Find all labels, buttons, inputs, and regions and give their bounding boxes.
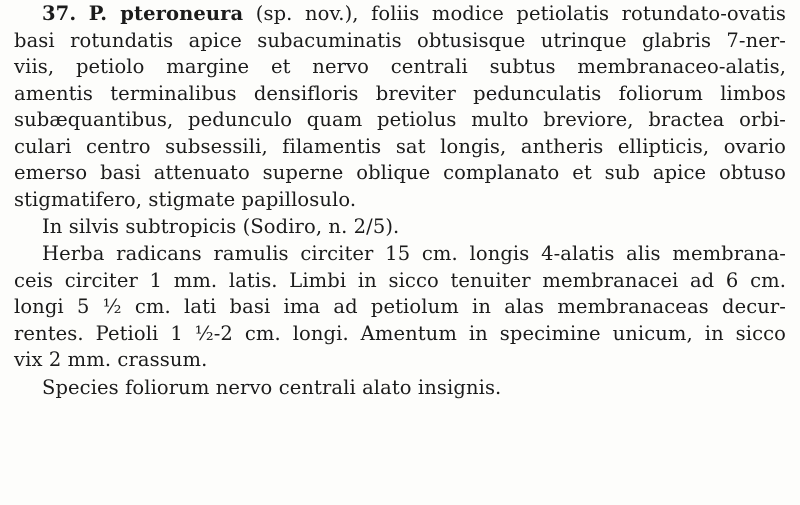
habitat-line: In silvis subtropicis (Sodiro, n. 2/5).	[42, 215, 400, 238]
diagnosis-line-7: emerso basi attenuato superne oblique complanato et sub apice obtuso	[14, 161, 786, 184]
entry-number: 37.	[42, 2, 77, 25]
diagnosis-line-8: stigmatifero, stigmate papillosulo.	[14, 188, 357, 211]
diagnosis-line-1	[42, 2, 786, 26]
diagnosis-line-2: basi rotundatis apice subacuminatis obtusisque utrinque glabris 7-ner-	[14, 29, 786, 52]
description-line-2: ceis circiter 1 mm. latis. Limbi in sicco tenuiter membranacei ad 6 cm.	[14, 269, 786, 292]
description-line-1: Herba radicans ramulis circiter 15 cm. longis 4-alatis alis membrana-	[42, 242, 786, 265]
description-line-5: vix 2 mm. crassum.	[14, 348, 208, 371]
description-line-3: longi 5 ½ cm. lati basi ima ad petiolum in alas membranaceas decur-	[14, 295, 786, 318]
diagnosis-line-6: culari centro subsessili, filamentis sat longis, antheris ellipticis, ovario	[14, 135, 786, 158]
species-name: P. pteroneura	[88, 2, 244, 25]
note-line: Species foliorum nervo centrali alato insignis.	[42, 376, 502, 399]
diagnosis-text: (sp. nov.), foliis modice petiolatis rotundato-ovatis	[243, 2, 786, 25]
diagnosis-line-3: viis, petiolo margine et nervo centrali subtus membranaceo-alatis,	[14, 55, 786, 78]
diagnosis-line-5: subæquantibus, pedunculo quam petiolus multo breviore, bractea orbi-	[14, 108, 786, 131]
description-line-4: rentes. Petioli 1 ½-2 cm. longi. Amentum in specimine unicum, in sicco	[14, 322, 786, 345]
diagnosis-line-4: amentis terminalibus densifloris breviter pedunculatis foliorum limbos	[14, 82, 786, 105]
